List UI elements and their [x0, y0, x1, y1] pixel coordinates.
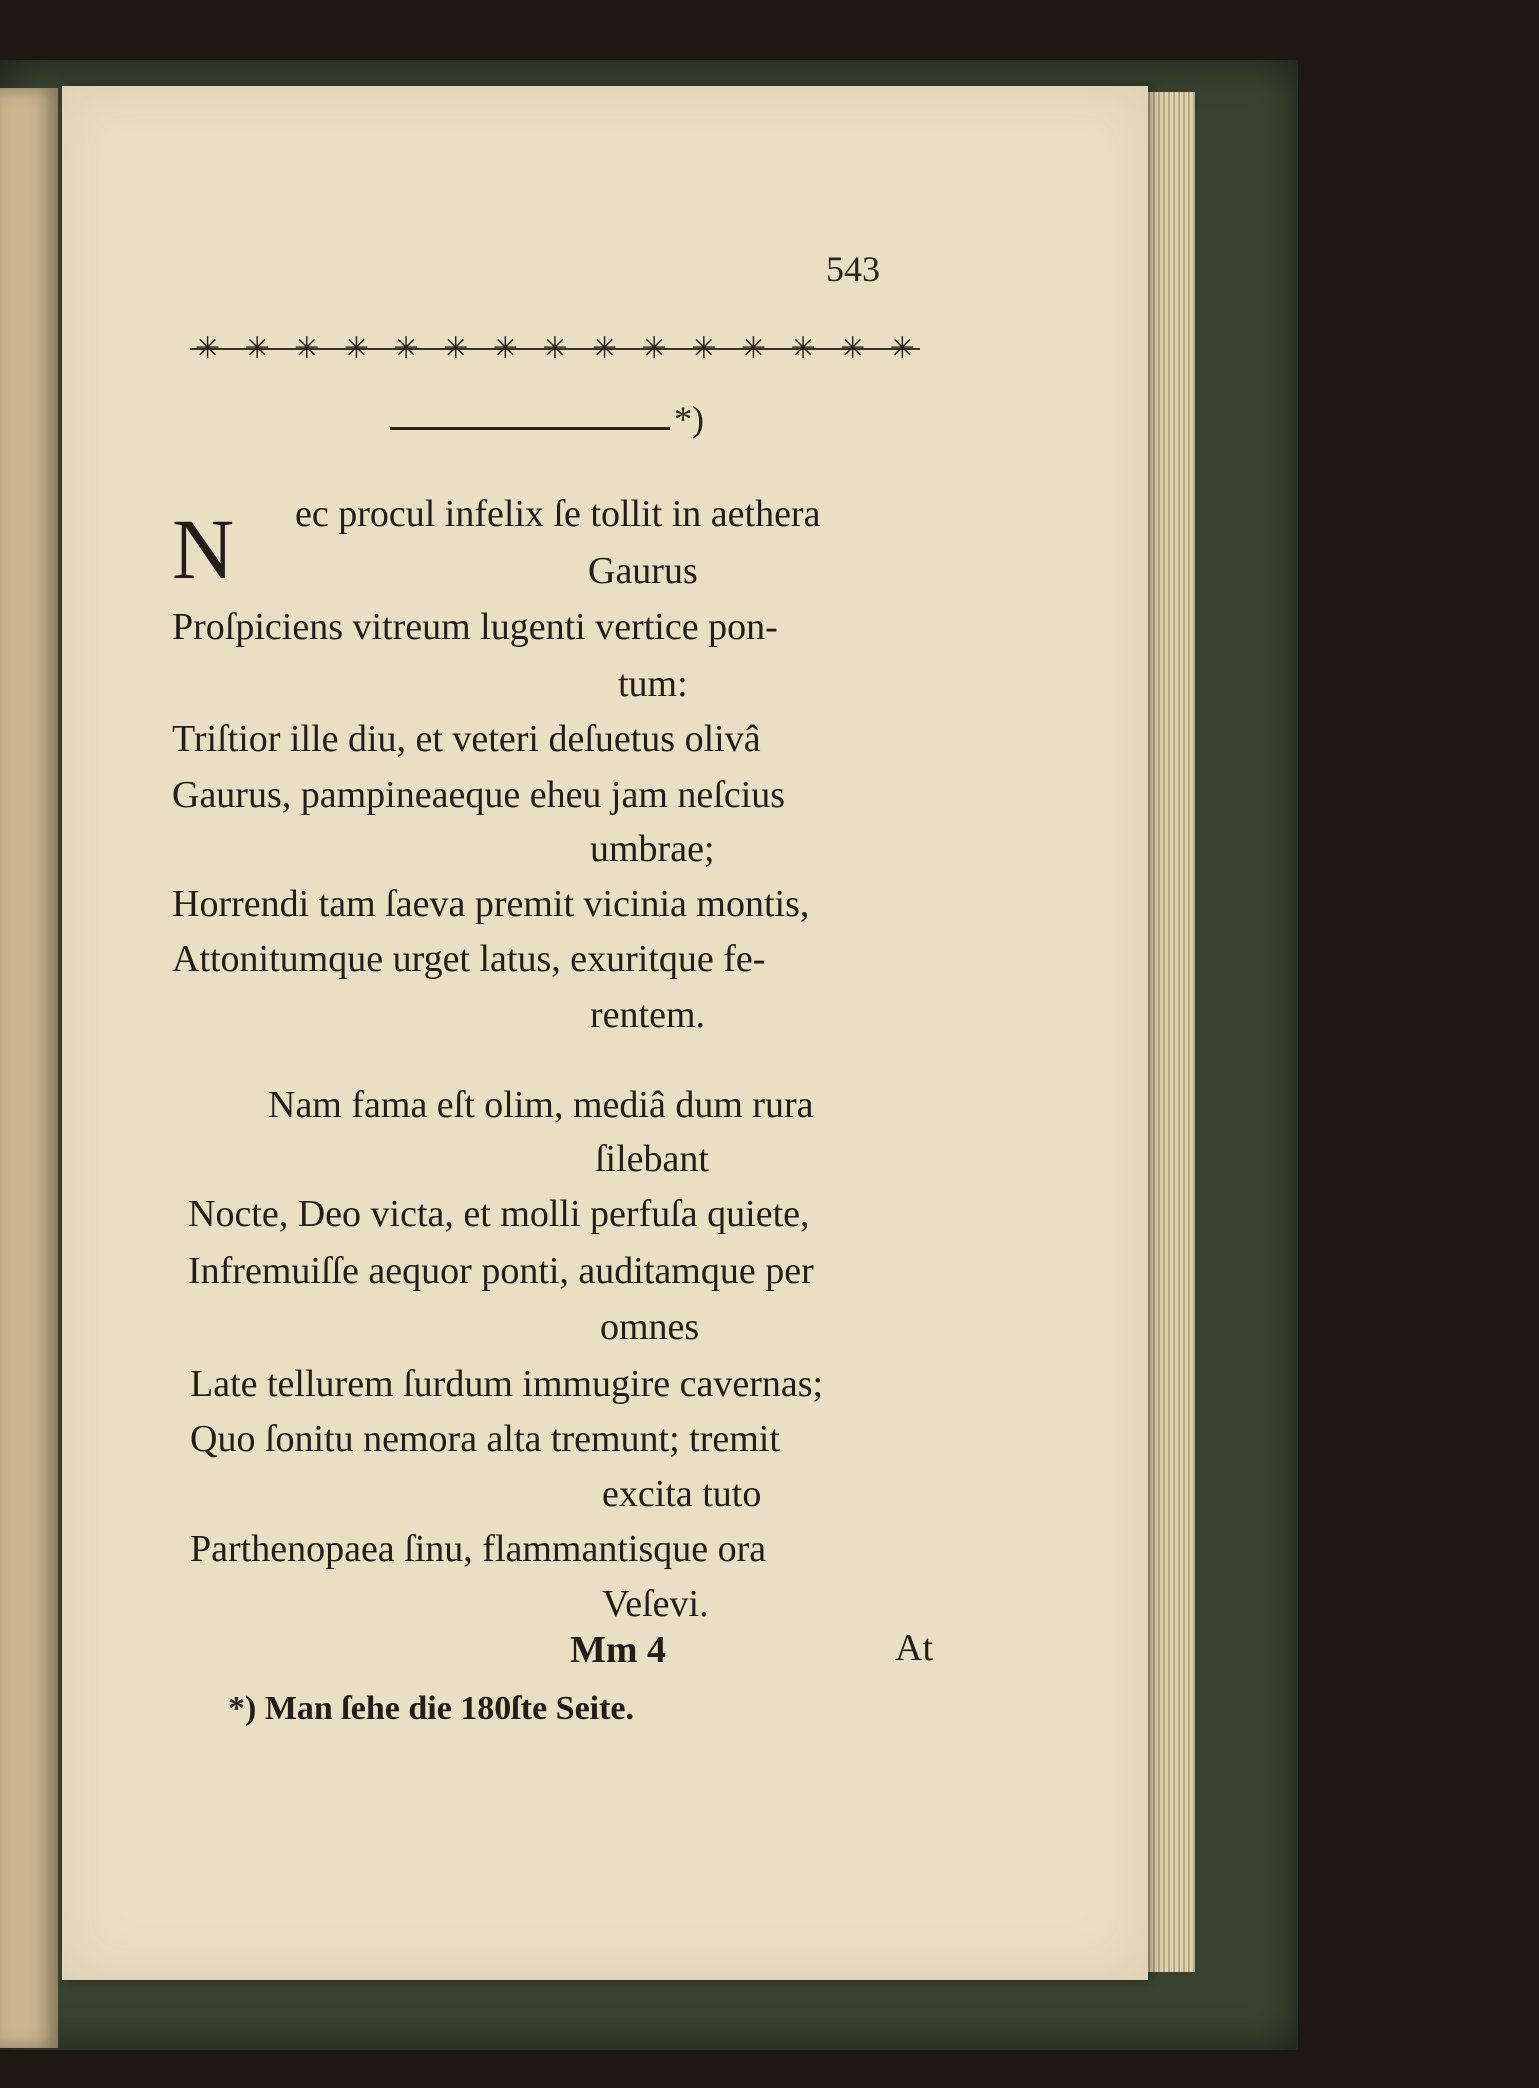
- ornament-flower-icon: ✳: [542, 331, 568, 365]
- drop-capital: N: [172, 501, 235, 597]
- ornament-flower-icon: ✳: [244, 331, 270, 365]
- poem-line: Nocte, Deo victa, et molli perfuſa quiete,: [188, 1193, 810, 1235]
- ornament-flower-icon: ✳: [641, 331, 667, 365]
- poem-line: Gaurus, pampineaeque eheu jam neſcius: [172, 774, 786, 816]
- poem-line: Quo ſonitu nemora alta tremunt; tremit: [190, 1418, 780, 1460]
- ornament-flower-icon: ✳: [592, 331, 618, 365]
- poem-line: umbrae;: [590, 828, 715, 870]
- poem-line: Late tellurem ſurdum immugire cavernas;: [190, 1363, 824, 1405]
- ornament-flower-icon: ✳: [294, 331, 320, 365]
- footnote-reference-rule: [390, 427, 670, 430]
- ornament-flower-icon: ✳: [393, 331, 419, 365]
- ornament-flower-icon: ✳: [492, 331, 518, 365]
- signature-mark: Mm 4: [570, 1629, 667, 1671]
- poem-line: ſilebant: [595, 1138, 709, 1180]
- poem-line: Proſpiciens vitreum lugenti vertice pon-: [172, 606, 778, 648]
- poem-line: omnes: [600, 1306, 700, 1348]
- poem-line: excita tuto: [602, 1473, 762, 1515]
- ornament-flower-icon: ✳: [840, 331, 866, 365]
- ornament-flower-icon: ✳: [740, 331, 767, 365]
- ornament-flower-icon: ✳: [790, 331, 816, 365]
- footnote: *) Man ſehe die 180ſte Seite.: [228, 1690, 635, 1727]
- poem-line: rentem.: [590, 994, 706, 1036]
- poem-line: Veſevi.: [602, 1583, 709, 1625]
- poem-line: Nam fama eſt olim, mediâ dum rura: [268, 1084, 814, 1126]
- poem-line: Infremuiſſe aequor ponti, auditamque per: [188, 1250, 814, 1292]
- catchword: At: [895, 1627, 933, 1669]
- facing-page-edge: [0, 88, 58, 2048]
- poem-line: ec procul infelix ſe tollit in aethera: [295, 493, 821, 535]
- poem-line: Attonitumque urget latus, exuritque fe-: [172, 938, 766, 980]
- ornament-flower-icon: ✳: [443, 331, 469, 365]
- ornament-rule: [195, 328, 915, 368]
- poem-line: Triſtior ille diu, et veteri deſuetus olivâ: [172, 718, 761, 760]
- poem-line: tum:: [618, 663, 688, 705]
- footnote-reference-marker: *): [674, 399, 704, 439]
- poem-line: Horrendi tam ſaeva premit vicinia montis,: [172, 883, 810, 925]
- page-number: 543: [826, 249, 880, 289]
- ornament-flower-icon: ✳: [691, 331, 717, 365]
- ornament-flower-icon: ✳: [889, 331, 915, 365]
- ornament-flower-icon: ✳: [195, 331, 221, 365]
- ornament-flower-icon: ✳: [343, 331, 370, 365]
- poem-line: Parthenopaea ſinu, flammantisque ora: [190, 1528, 767, 1570]
- poem-line: Gaurus: [588, 550, 698, 592]
